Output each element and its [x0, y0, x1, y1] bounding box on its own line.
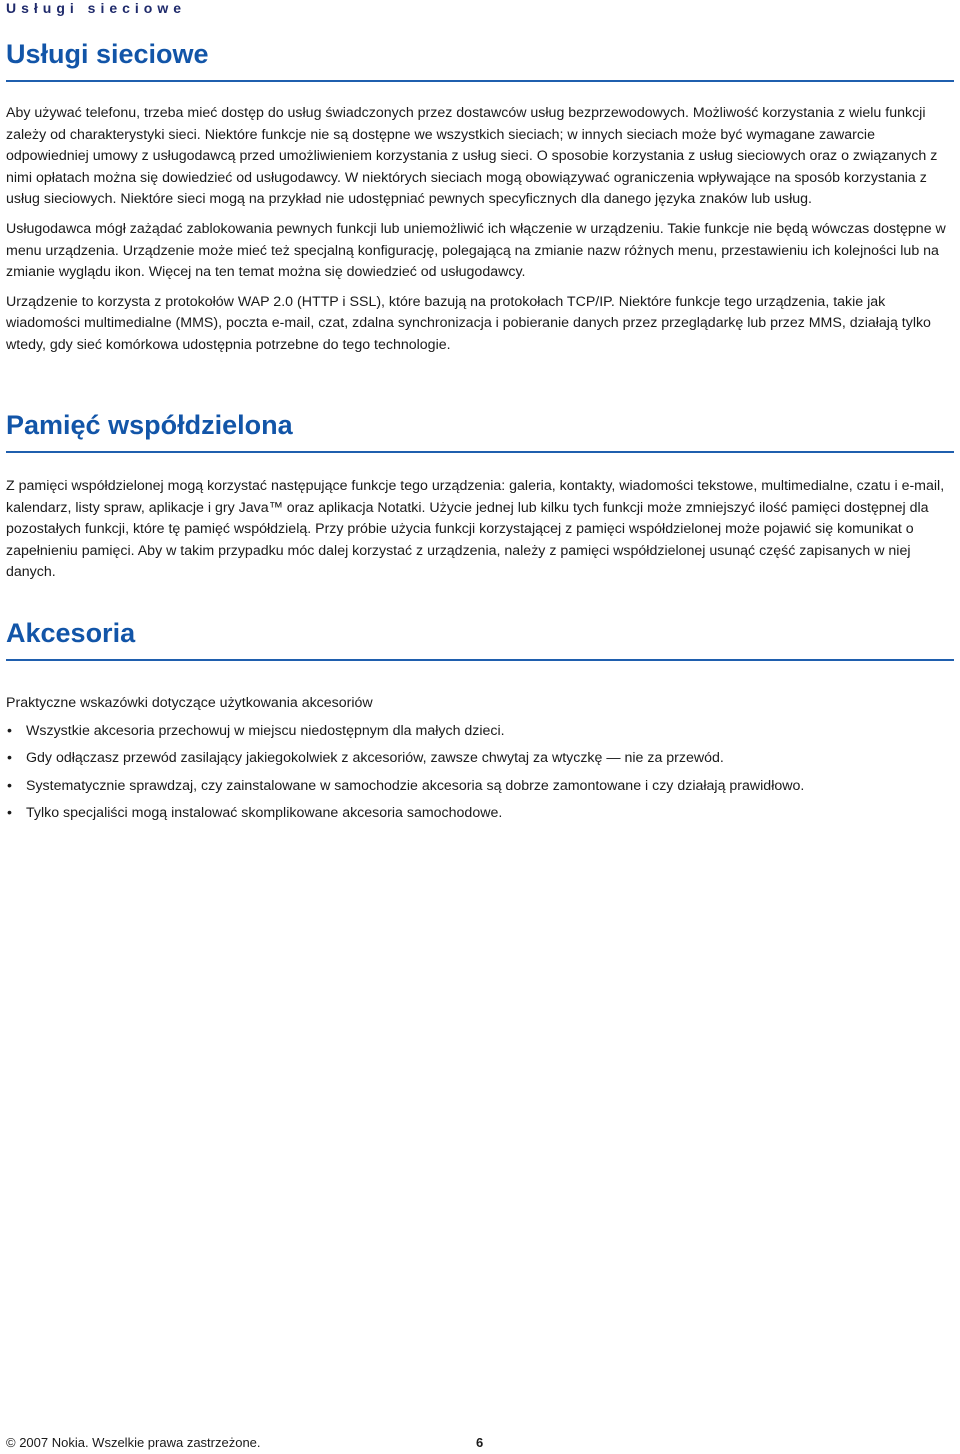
section-network-services [6, 37, 954, 365]
bullet-icon: • [7, 750, 12, 767]
list-item [6, 748, 954, 770]
list-item-text: Gdy odłączasz przewód zasilający jakiegokolwiek z akcesoriów, zawsze chwytaj za wtyczkę — nie za przewód. [26, 750, 724, 767]
section-divider [6, 659, 954, 661]
section-shared-memory [6, 408, 954, 592]
paragraph: Usługodawca mógł zażądać zablokowania pewnych funkcji lub uniemożliwić ich włączenie w urządzeniu. Takie funkcje nie będą wówczas dostępne w menu urządzenia. Urządzenie może mieć też specjalną konfigurację, polegającą na zmianie nazw różnych menu, przestawieniu ich kolejności lub na zmianie wyglądu ikon. Więcej na ten temat można się dowiedzieć od usługodawcy. [6, 220, 946, 281]
section-accessories [6, 616, 954, 831]
section-body [6, 476, 954, 584]
list-item-text: Systematycznie sprawdzaj, czy zainstalowane w samochodzie akcesoria są dobrze zamontowane i czy działają prawidłowo. [26, 777, 805, 794]
page-number: 6 [476, 1435, 484, 1450]
accessory-tips-list [6, 721, 954, 825]
paragraph: Urządzenie to korzysta z protokołów WAP 2.0 (HTTP i SSL), które bazują na protokołach TCP/IP. Niektóre funkcje tego urządzenia, takie jak wiadomości multimedialne (MMS), poczta e-mail, czat, zdalna synchronizacja i pobieranie danych przez przeglądarkę lub przez MMS, działają tylko wtedy, gdy sieć komórkowa udostępnia potrzebne do tego technologie. [6, 293, 931, 353]
section-divider [6, 80, 954, 82]
paragraph: Z pamięci współdzielonej mogą korzystać następujące funkcje tego urządzenia: galeria, kontakty, wiadomości tekstowe, multimedialne, czatu i e-mail, kalendarz, listy spraw, aplikacje i gry Java™ oraz aplikacja Notatki. Użycie jednej lub kilku tych funkcji może zmniejszyć ilość pamięci dostępnej dla pozostałych funkcji, które tę pamięć współdzielą. Przy próbie użycia funkcji korzystającej z pamięci współdzielonej może pojawić się komunikat o zapełnieniu pamięci. Aby w takim przypadku móc dalej korzystać z urządzenia, należy z pamięci współdzielonej usunąć część zapisanych w niej danych. [6, 478, 945, 581]
list-item [6, 803, 954, 825]
bullet-icon: • [7, 805, 12, 822]
list-item-text: Tylko specjaliści mogą instalować skomplikowane akcesoria samochodowe. [26, 805, 503, 822]
list-item-text: Wszystkie akcesoria przechowuj w miejscu niedostępnym dla małych dzieci. [26, 722, 505, 739]
footer-copyright: © 2007 Nokia. Wszelkie prawa zastrzeżone. [6, 1435, 261, 1450]
bullet-icon: • [7, 722, 12, 739]
paragraph: Aby używać telefonu, trzeba mieć dostęp do usług świadczonych przez dostawców usług bezprzewodowych. Możliwość korzystania z wielu funkcji zależy od charakterystyki sieci. Niektóre funkcje nie są dostępne we wszystkich sieciach; w innych sieciach może być wymagane zawarcie odpowiedniej umowy z usługodawcą przed umożliwieniem korzystania z usług sieci. O sposobie korzystania z usług sieciowych oraz o związanych z nimi opłatach można się dowiedzieć od usługodawcy. W niektórych sieciach mogą obowiązywać ograniczenia wpływające na sposób korzystania z usług sieciowych. Niektóre sieci mogą na przykład nie udostępniać pewnych specyficznych dla danego języka znaków lub usług. [6, 105, 938, 208]
list-item [6, 721, 954, 743]
section-body [6, 693, 954, 825]
list-item [6, 776, 954, 798]
section-divider [6, 451, 954, 453]
paragraph: Praktyczne wskazówki dotyczące użytkowania akcesoriów [6, 695, 373, 711]
section-title: Akcesoria [6, 618, 136, 648]
section-title: Pamięć współdzielona [6, 410, 293, 440]
bullet-icon: • [7, 777, 12, 794]
section-title: Usługi sieciowe [6, 39, 209, 69]
section-body [6, 103, 954, 357]
running-header: Usługi sieciowe [6, 0, 187, 16]
